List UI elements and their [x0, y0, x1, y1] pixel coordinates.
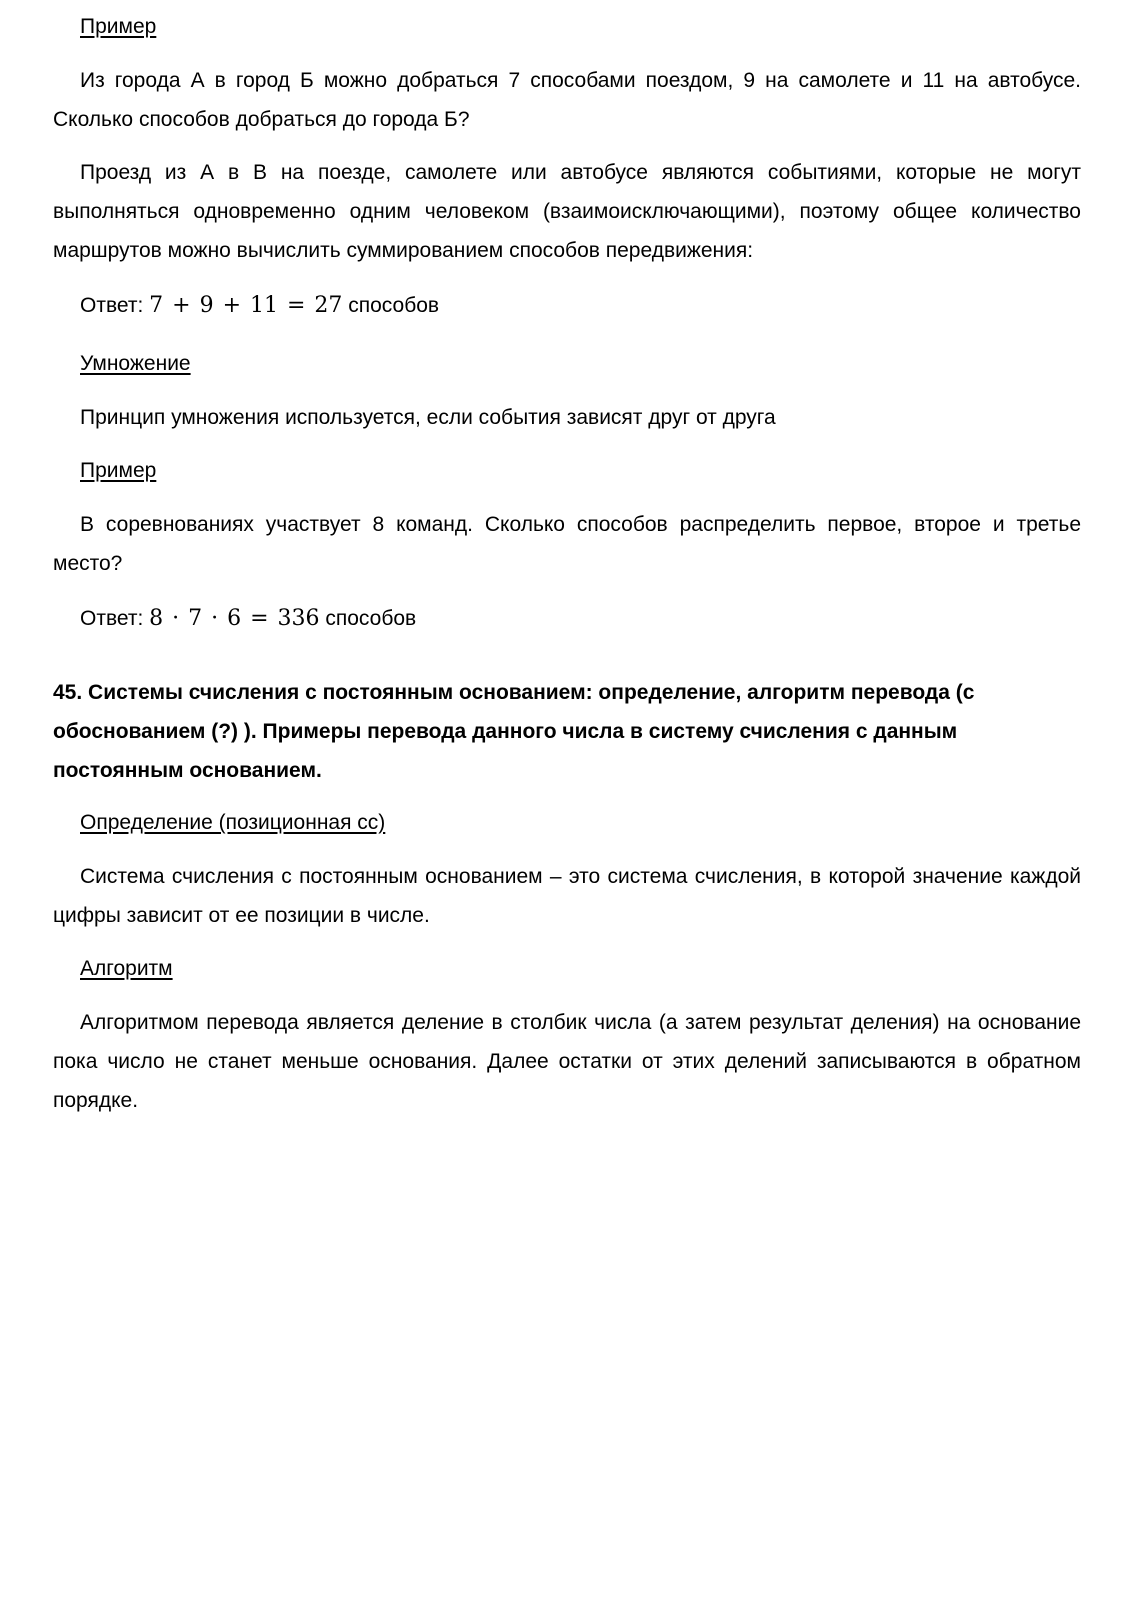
algorithm-text: Алгоритмом перевода является деление в столбик числа (а затем результат деления) на основание пока число не станет меньше основания. Далее остатки от этих делений записываются в обратном порядке. [53, 1011, 1081, 1112]
multiplication-principle-text: Принцип умножения используется, если события зависят друг от друга [80, 406, 776, 429]
answer-line-sum [80, 286, 1080, 325]
answer-unit: способов [342, 294, 440, 317]
example-problem-text: Из города А в город Б можно добраться 7 способами поездом, 9 на самолете и 11 на автобусе. Сколько способов добраться до города Б? [53, 69, 1081, 131]
answer-formula-2: 8 · 7 · 6 = 336 [149, 606, 320, 631]
definition-text: Система счисления с постоянным основанием – это система счисления, в которой значение каждой цифры зависит от ее позиции в числе. [53, 865, 1081, 927]
answer-label: Ответ: [80, 294, 150, 317]
answer-unit-2: способов [319, 607, 417, 630]
definition-heading: Определение (позиционная сс) [80, 811, 386, 834]
answer-label-2: Ответ: [80, 607, 150, 630]
answer-formula: 7 + 9 + 11 = 27 [149, 293, 343, 318]
question-45-title: 45. Системы счисления с постоянным основанием: определение, алгоритм перевода (с обоснованием (?) ). Примеры перевода данного числа в систему счисления с данным постоянным основанием. [53, 681, 975, 782]
sum-principle-explanation: Проезд из А в В на поезде, самолете или автобусе являются событиями, которые не могут выполняться одновременно одним человеком (взаимоисключающими), поэтому общее количество маршрутов можно вычислить суммированием способов передвижения: [53, 161, 1081, 262]
example-problem-text-2: В соревнованиях участвует 8 команд. Сколько способов распределить первое, второе и третье место? [53, 513, 1081, 575]
example-heading: Пример [80, 15, 157, 38]
example-heading-2: Пример [80, 459, 157, 482]
multiplication-heading: Умножение [80, 352, 191, 375]
algorithm-heading: Алгоритм [80, 957, 173, 980]
answer-line-product [80, 599, 1080, 638]
